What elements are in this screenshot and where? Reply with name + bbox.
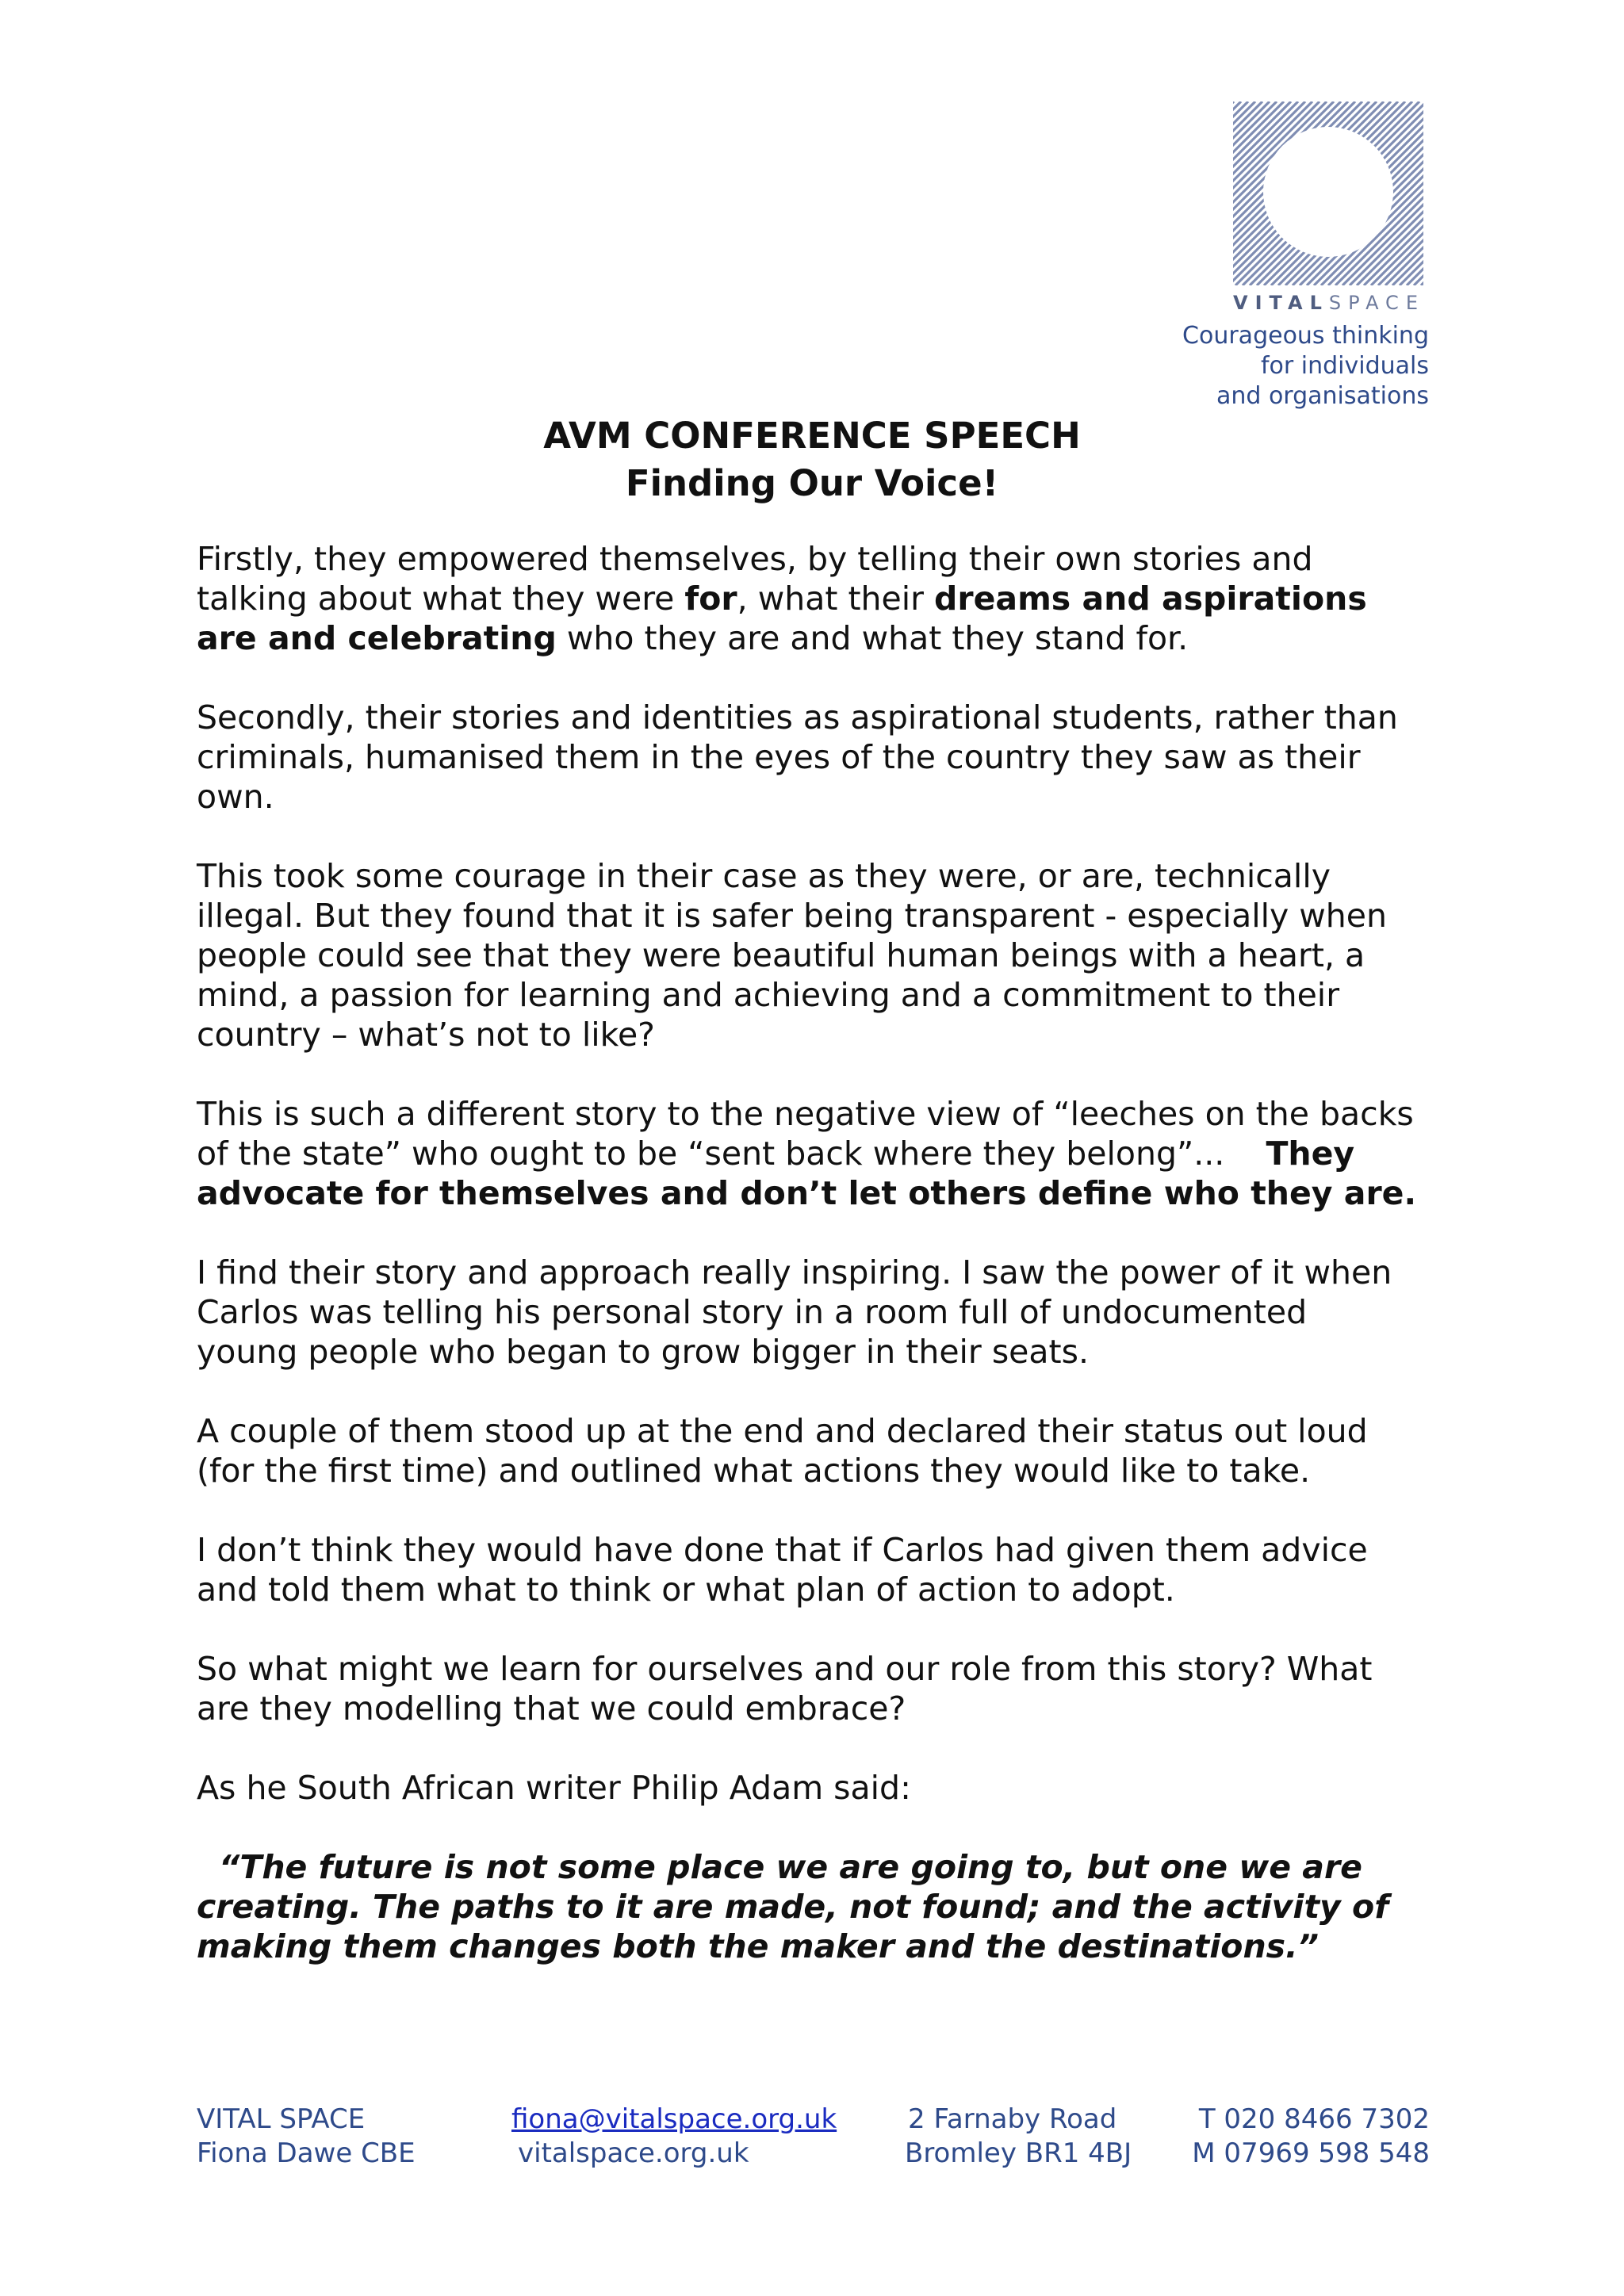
text-line: I don’t think they would have done that if Carlos had given them advice [197, 1531, 1368, 1569]
text-line: criminals, humanised them in the eyes of the country they saw as their [197, 738, 1361, 776]
footer-phone: T 020 8466 7302 [1198, 2103, 1430, 2135]
footer-mobile: M 07969 598 548 [1192, 2137, 1430, 2169]
document-subtitle: Finding Our Voice! [625, 462, 999, 504]
footer-person: Fiona Dawe CBE [197, 2137, 416, 2169]
logo-wordmark: VITALSPACE [1233, 292, 1425, 314]
text-line: This took some courage in their case as they were, or are, technically [197, 857, 1331, 895]
footer-address-line: 2 Farnaby Road [908, 2103, 1117, 2135]
paragraph-1 [197, 539, 1434, 658]
document-title: AVM CONFERENCE SPEECH [543, 415, 1081, 457]
text-line: As he South African writer Philip Adam said: [197, 1769, 911, 1807]
paragraph-6 [197, 1411, 1434, 1490]
speech-body [197, 539, 1434, 2006]
footer-email-link[interactable]: fiona@vitalspace.org.uk [511, 2103, 837, 2135]
paragraph-7 [197, 1530, 1434, 1609]
paragraph-5 [197, 1253, 1434, 1372]
quotation [197, 1847, 1434, 1966]
text-line: and told them what to think or what plan of action to adopt. [197, 1571, 1175, 1609]
text-line: Secondly, their stories and identities as aspirational students, rather than [197, 698, 1398, 737]
quote-line: “The future is not some place we are going to, but one we are [219, 1848, 1362, 1886]
logo-stripe [1233, 101, 1355, 285]
logo-tagline [1112, 321, 1429, 411]
paragraph-9 [197, 1768, 1434, 1808]
text-line: So what might we learn for ourselves and our role from this story? What [197, 1650, 1373, 1688]
paragraph-4 [197, 1094, 1434, 1213]
text-line: Carlos was telling his personal story in a room full of undocumented [197, 1293, 1308, 1331]
tagline-line: for individuals [1260, 352, 1429, 380]
paragraph-2 [197, 698, 1434, 817]
text-line: I find their story and approach really inspiring. I saw the power of it when [197, 1253, 1392, 1292]
text-line: are and celebrating who they are and what they stand for. [197, 619, 1189, 657]
quote-line: creating. The paths to it are made, not found; and the activity of [197, 1888, 1389, 1926]
vitalspace-logo [1233, 101, 1423, 285]
text-line: advocate for themselves and don’t let others define who they are. [197, 1174, 1417, 1212]
text-line: illegal. But they found that it is safer being transparent - especially when [197, 897, 1388, 935]
footer-website: vitalspace.org.uk [518, 2137, 749, 2169]
text-line: are they modelling that we could embrace? [197, 1689, 906, 1728]
text-line: people could see that they were beautiful human beings with a heart, a [197, 936, 1365, 974]
text-line: (for the first time) and outlined what actions they would like to take. [197, 1452, 1311, 1490]
quote-line: making them changes both the maker and the destinations.” [197, 1927, 1320, 1965]
text-line: young people who began to grow bigger in their seats. [197, 1333, 1089, 1371]
footer-row [197, 2103, 1430, 2137]
text-line: This is such a different story to the negative view of “leeches on the backs [197, 1095, 1414, 1133]
text-line: of the state” who ought to be “sent back where they belong”... They [197, 1135, 1355, 1173]
letterhead-footer [197, 2103, 1430, 2171]
tagline-line: Courageous thinking [1182, 322, 1429, 350]
text-line: country – what’s not to like? [197, 1016, 655, 1054]
text-line: talking about what they were for, what their dreams and aspirations [197, 580, 1367, 618]
text-line: Firstly, they empowered themselves, by telling their own stories and [197, 540, 1313, 578]
text-line: mind, a passion for learning and achieving and a commitment to their [197, 976, 1340, 1014]
footer-org: VITAL SPACE [197, 2103, 366, 2135]
text-line: own. [197, 778, 274, 816]
text-line: A couple of them stood up at the end and declared their status out loud [197, 1412, 1368, 1450]
paragraph-8 [197, 1649, 1434, 1728]
paragraph-3 [197, 856, 1434, 1054]
tagline-line: and organisations [1216, 382, 1429, 410]
footer-row [197, 2137, 1430, 2171]
footer-address-line: Bromley BR1 4BJ [905, 2137, 1132, 2169]
